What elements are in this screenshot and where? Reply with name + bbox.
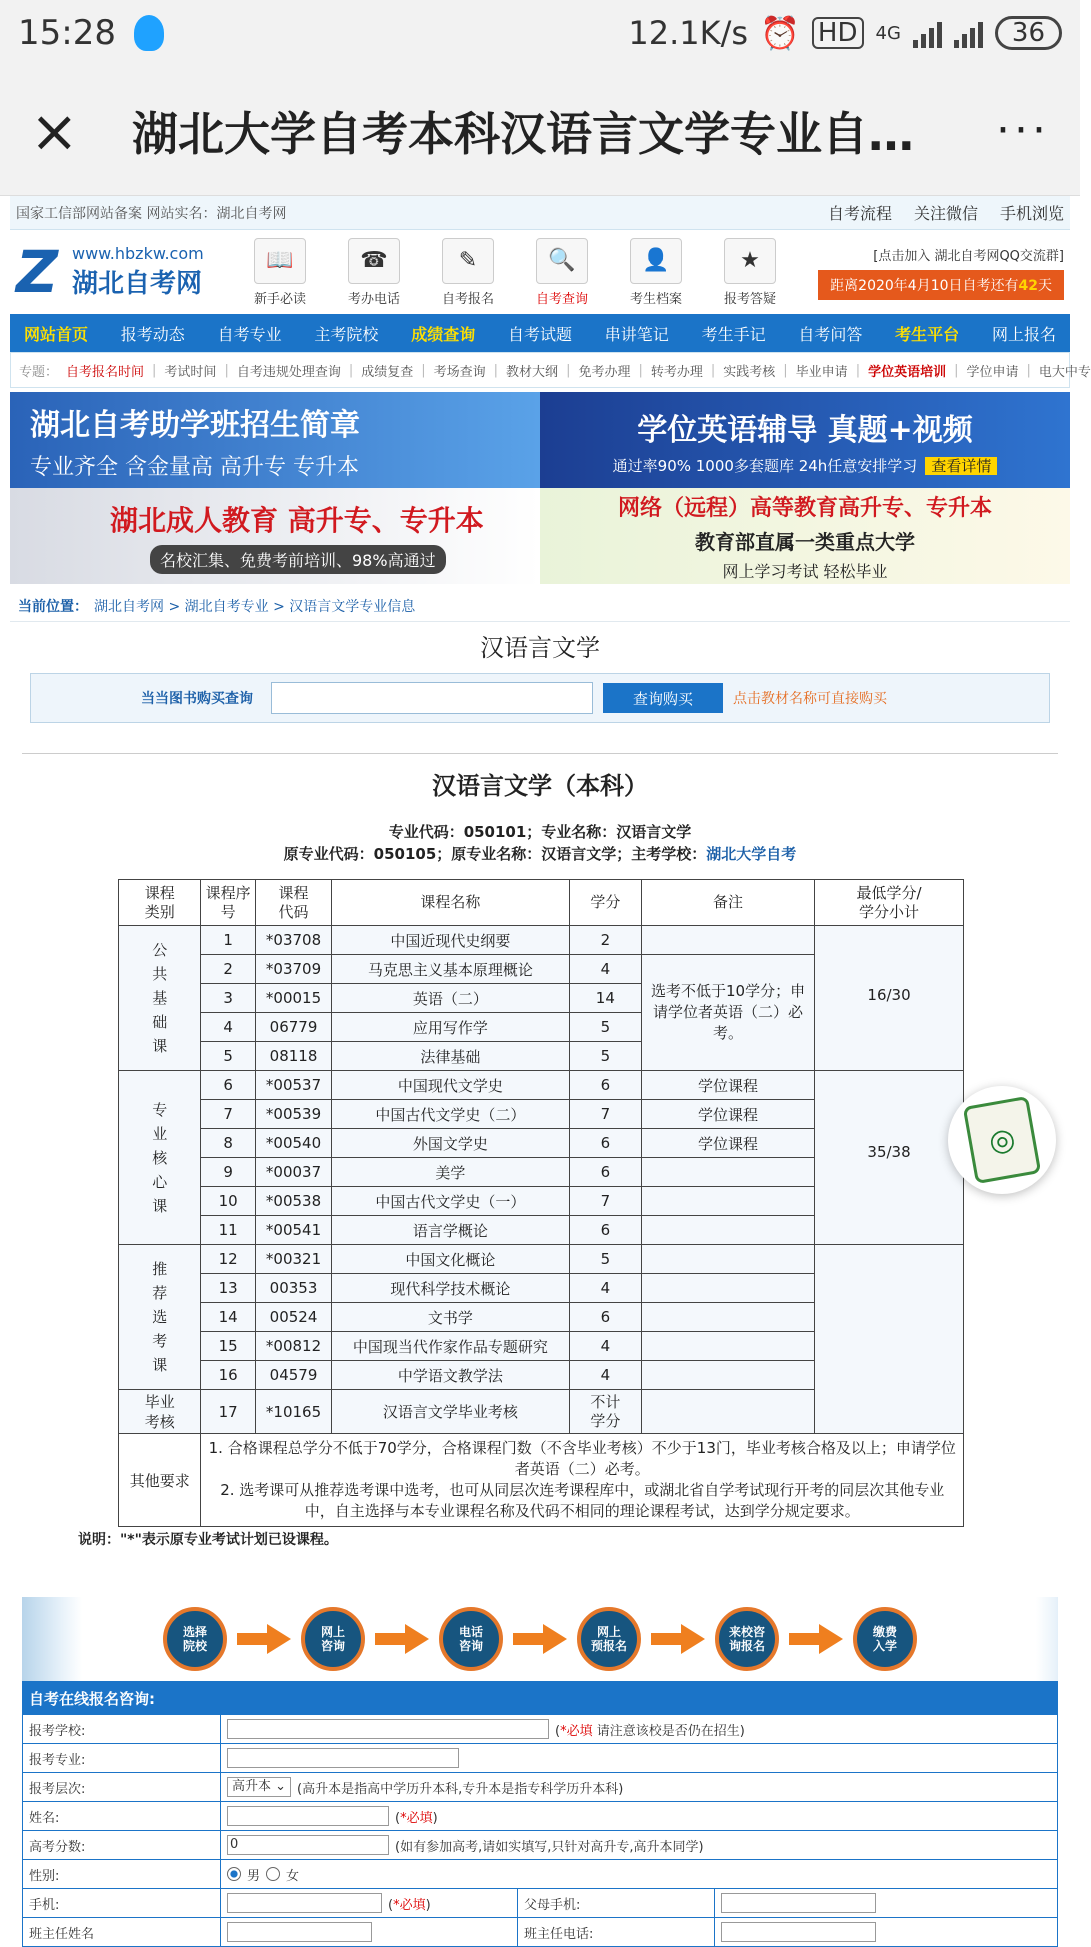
top-links [828, 201, 1064, 224]
topic-item[interactable]: 教材大纲 [506, 364, 559, 380]
flow-step[interactable]: 电话 咨询 [439, 1607, 503, 1671]
topic-item[interactable]: 自考报名时间 [66, 364, 145, 380]
nav-qa[interactable]: 自考问答 [798, 324, 863, 344]
course-name[interactable]: 中国古代文学史（二） [332, 1100, 569, 1129]
star-icon: ★ [724, 238, 776, 284]
arrow-icon [513, 1624, 567, 1654]
process-flow [22, 1597, 1058, 1681]
quick-links [240, 238, 790, 307]
teacher-input[interactable] [227, 1922, 372, 1942]
table-row: 15 *00812 中国现当代作家作品专题研究 4 [119, 1332, 964, 1361]
logo-url: www.hbzkw.com [72, 244, 204, 263]
course-name[interactable]: 美学 [332, 1158, 569, 1187]
status-right [628, 14, 1062, 52]
topic-item[interactable]: 转考办理 [650, 364, 703, 380]
top-link-process[interactable]: 自考流程 [827, 204, 892, 223]
top-link-wechat[interactable]: 关注微信 [913, 204, 978, 223]
form-row-level: 报考层次: 高升本 ⌄ (高升本是指高中学历升本科,专升本是指专科学历升本科) [23, 1772, 1057, 1801]
mahjong-icon: ◎ [963, 1096, 1042, 1184]
join-info [818, 245, 1064, 300]
form-row-name: 姓名: (*必填) [23, 1801, 1057, 1830]
level-select[interactable]: 高升本 ⌄ [227, 1777, 291, 1797]
table-row: 公共基础课 1 *03708 中国近现代史纲要 2 16/30 [119, 926, 964, 955]
table-row: 5 08118 法律基础 5 [119, 1042, 964, 1071]
topic-item[interactable]: 电大中专 [1038, 364, 1091, 380]
school-link[interactable]: 湖北大学自考 [706, 845, 797, 863]
course-name[interactable]: 应用写作学 [332, 1013, 569, 1042]
parent-phone-input[interactable] [721, 1893, 876, 1913]
radio-male[interactable] [227, 1867, 241, 1881]
banner-adult-education[interactable]: 湖北成人教育 高升专、专升本 名校汇集、免费考前培训、98%高通过 [10, 488, 540, 584]
top-link-mobile[interactable]: 手机浏览 [999, 204, 1064, 223]
flow-step[interactable]: 网上 预报名 [577, 1607, 641, 1671]
table-row: 10 *00538 中国古代文学史（一） 7 [119, 1187, 964, 1216]
course-name[interactable]: 语言学概论 [332, 1216, 569, 1245]
course-name[interactable]: 中国古代文学史（一） [332, 1187, 569, 1216]
arrow-icon [237, 1624, 291, 1654]
table-remark: 说明："*"表示原专业考试计划已设课程。 [78, 1532, 338, 1548]
book-search [30, 673, 1050, 723]
web-page [0, 196, 1091, 1947]
more-icon[interactable]: ··· [996, 105, 1050, 156]
course-name[interactable]: 英语（二） [332, 984, 569, 1013]
form-row-major: 报考专业: [23, 1743, 1057, 1772]
logo-icon: Z [16, 238, 59, 306]
course-table [118, 879, 964, 1527]
banner-grid [10, 392, 1070, 584]
course-name[interactable]: 现代科学技术概论 [332, 1274, 569, 1303]
logo-name: 湖北自考网 [72, 269, 203, 299]
user-icon: 👤 [630, 238, 682, 284]
exam-countdown: 距离2020年4月10日自考还有42天 [818, 270, 1064, 300]
quick-faq[interactable]: ★ 报考答疑 [710, 238, 790, 307]
nav-online-register[interactable]: 网上报名 [991, 324, 1056, 344]
details-button[interactable]: 查看详情 [925, 457, 997, 475]
banner-online-education[interactable]: 网络（远程）高等教育高升专、专升本 教育部直属一类重点大学 网上学习考试 轻松毕业 [540, 488, 1070, 584]
nav-schools[interactable]: 主考院校 [314, 324, 379, 344]
status-bar [0, 0, 1080, 66]
breadcrumb-path[interactable]: 湖北自考网 > 湖北自考专业 > 汉语言文学专业信息 [94, 598, 416, 615]
book-icon: 📖 [254, 238, 306, 284]
course-name[interactable]: 法律基础 [332, 1042, 569, 1071]
major-input[interactable] [227, 1748, 459, 1768]
school-input[interactable] [227, 1719, 549, 1739]
join-qq-link[interactable]: [点击加入 湖北自考网QQ交流群] [873, 248, 1064, 264]
topic-item[interactable]: 学位英语培训 [868, 364, 947, 380]
topic-label: 专题： [19, 364, 59, 380]
browser-titlebar [0, 66, 1080, 196]
flow-step[interactable]: 选择 院校 [163, 1607, 227, 1671]
major-title: 汉语言文学（本科） [432, 772, 648, 800]
nav-exams[interactable]: 自考试题 [507, 324, 572, 344]
net-speed: 12.1K/s [628, 14, 749, 52]
topic-item[interactable]: 考试时间 [164, 364, 217, 380]
flow-step[interactable]: 来校咨 询报名 [715, 1607, 779, 1671]
nav-scores[interactable]: 成绩查询 [411, 324, 476, 344]
arrow-icon [651, 1624, 705, 1654]
course-name[interactable]: 中国文化概论 [332, 1245, 569, 1274]
qq-icon [134, 15, 164, 51]
nav-news[interactable]: 报考动态 [120, 324, 185, 344]
divider [22, 753, 1058, 754]
name-input[interactable] [227, 1806, 389, 1826]
table-row: 11 *00541 语言学概论 6 [119, 1216, 964, 1245]
course-name[interactable]: 中学语文教学法 [332, 1361, 569, 1390]
course-name[interactable]: 中国近现代史纲要 [332, 926, 569, 955]
table-row-other: 其他要求 1. 合格课程总学分不低于70学分，合格课程门数（不含毕业考核）不少于13门，毕业考核合格及以上；申请学位者英语（二）必考。 2. 选考课可从推荐选考课中选考，也可从同层次连考课程库中，或湖北省自学考试现行开考的同层次其他专业中，自主选择与本专业课程名称及代码不相同的理论课程考试，达到学分规定要求。 [119, 1434, 964, 1527]
table-row: 毕业考核 17 *10165 汉语言文学毕业考核 不计 学分 [119, 1390, 964, 1434]
course-name[interactable]: 文书学 [332, 1303, 569, 1332]
table-row: 14 00524 文书学 6 [119, 1303, 964, 1332]
topic-item[interactable]: 免考办理 [578, 364, 631, 380]
quick-register[interactable]: ✎ 自考报名 [428, 238, 508, 307]
register-form [22, 1681, 1058, 1947]
pen-icon: ✎ [442, 238, 494, 284]
book-search-button[interactable]: 查询购买 [603, 683, 723, 713]
quick-newbie[interactable]: 📖 新手必读 [240, 238, 320, 307]
book-search-input[interactable] [271, 682, 593, 714]
form-row-gender: 性别: 男 女 [23, 1859, 1057, 1888]
site-header [10, 230, 1070, 314]
page-title: 汉语言文学 [480, 634, 600, 662]
battery-icon: 36 [995, 16, 1062, 50]
topic-item[interactable]: 毕业申请 [795, 364, 848, 380]
table-row: 2 *03709 马克思主义基本原理概论 4 选考不低于10学分；申请学位者英语（二）必考。 [119, 955, 964, 984]
page-title-bar: 湖北大学自考本科汉语言文学专业自… [132, 106, 914, 161]
book-search-label: 当当图书购买查询 [141, 691, 253, 707]
nav-platform[interactable]: 考生平台 [895, 324, 960, 344]
table-row: 推荐选考课 12 *00321 中国文化概论 5 [119, 1245, 964, 1274]
table-row: 7 *00539 中国古代文学史（二） 7 学位课程 [119, 1100, 964, 1129]
topic-item[interactable]: 成绩复查 [361, 364, 414, 380]
table-row: 3 *00015 英语（二） 14 [119, 984, 964, 1013]
status-time: 15:28 [18, 13, 116, 53]
network-type: 4G [875, 22, 901, 44]
quick-query[interactable]: 🔍 自考查询 [522, 238, 602, 307]
form-header: 自考在线报名咨询: [23, 1682, 1057, 1714]
form-row-school: 报考学校: (*必填 请注意该校是否仍在招生) [23, 1714, 1057, 1743]
nav-majors[interactable]: 自考专业 [217, 324, 282, 344]
course-name[interactable]: 中国现当代作家作品专题研究 [332, 1332, 569, 1361]
flow-step[interactable]: 网上 咨询 [301, 1607, 365, 1671]
score-input[interactable]: 0 [227, 1835, 389, 1855]
table-row: 8 *00540 外国文学史 6 学位课程 [119, 1129, 964, 1158]
form-row-phone: 手机: (*必填) 父母手机: [23, 1888, 1057, 1917]
radio-female[interactable] [266, 1867, 280, 1881]
signal-icon [913, 18, 942, 48]
floating-game-button[interactable] [948, 1086, 1056, 1194]
topic-item[interactable]: 学位申请 [966, 364, 1019, 380]
course-name[interactable]: 汉语言文学毕业考核 [332, 1390, 569, 1434]
table-row: 13 00353 现代科学技术概论 4 [119, 1274, 964, 1303]
table-header: 课程 类别 课程序 号 课程 代码 课程名称 学分 备注 最低学分/ 学分小计 [119, 880, 964, 926]
book-search-tip: 点击教材名称可直接购买 [733, 691, 887, 707]
major-codes: 专业代码：050101；专业名称：汉语言文学 原专业代码：050105；原专业名称：汉语言文学；主考学校：湖北大学自考 [283, 823, 797, 863]
site-record: 国家工信部网站备案 网站实名：湖北自考网 [16, 205, 287, 222]
signal-icon-2 [954, 18, 983, 48]
banner-study-class[interactable]: 湖北自考助学班招生简章 专业齐全 含金量高 高升专 专升本 [10, 392, 540, 488]
table-row: 9 *00037 美学 6 [119, 1158, 964, 1187]
table-row: 4 06779 应用写作学 5 [119, 1013, 964, 1042]
site-logo[interactable] [16, 238, 236, 306]
nav-notes[interactable]: 串讲笔记 [604, 324, 669, 344]
form-row-teacher: 班主任姓名 班主任电话: [23, 1917, 1057, 1946]
table-row: 专业核心课 6 *00537 中国现代文学史 6 学位课程 35/38 [119, 1071, 964, 1100]
course-name[interactable]: 外国文学史 [332, 1129, 569, 1158]
arrow-icon [789, 1624, 843, 1654]
arrow-icon [375, 1624, 429, 1654]
topic-item[interactable]: 自考违规处理查询 [236, 364, 341, 380]
main-nav [10, 314, 1070, 352]
phone-input[interactable] [227, 1893, 382, 1913]
nav-home[interactable]: 网站首页 [24, 324, 89, 344]
banner-degree-english[interactable]: 学位英语辅导 真题+视频 通过率90% 1000多套题库 24h任意安排学习 查看详情 [540, 392, 1070, 488]
nav-diary[interactable]: 考生手记 [701, 324, 766, 344]
alarm-icon: ⏰ [760, 14, 800, 52]
course-name[interactable]: 中国现代文学史 [332, 1071, 569, 1100]
hd-icon: HD [812, 17, 864, 49]
course-name[interactable]: 马克思主义基本原理概论 [332, 955, 569, 984]
topic-item[interactable]: 考场查询 [433, 364, 486, 380]
teacher-phone-input[interactable] [721, 1922, 876, 1942]
quick-archive[interactable]: 👤 考生档案 [616, 238, 696, 307]
table-row: 16 04579 中学语文教学法 4 [119, 1361, 964, 1390]
quick-phone[interactable]: ☎ 考办电话 [334, 238, 414, 307]
close-icon[interactable]: × [30, 96, 79, 165]
search-icon: 🔍 [536, 238, 588, 284]
breadcrumb: 当前位置： 湖北自考网 > 湖北自考专业 > 汉语言文学专业信息 [10, 590, 1070, 622]
form-row-score: 高考分数: 0 (如有参加高考,请如实填写,只针对高升专,高升本同学) [23, 1830, 1057, 1859]
topic-item[interactable]: 实践考核 [723, 364, 776, 380]
flow-step[interactable]: 缴费 入学 [853, 1607, 917, 1671]
phone-icon: ☎ [348, 238, 400, 284]
top-strip [10, 196, 1070, 230]
chevron-down-icon: ⌄ [271, 1779, 287, 1794]
topic-nav: 专题： 自考报名时间 | 考试时间 | 自考违规处理查询 | 成绩复查 | 考场查询 | 教材大纲 | 免考办理 | 转考办理 | 实践考核 | 毕业申请 | 学位英语培训 | 学位申请 | 电大中专 [10, 352, 1070, 388]
